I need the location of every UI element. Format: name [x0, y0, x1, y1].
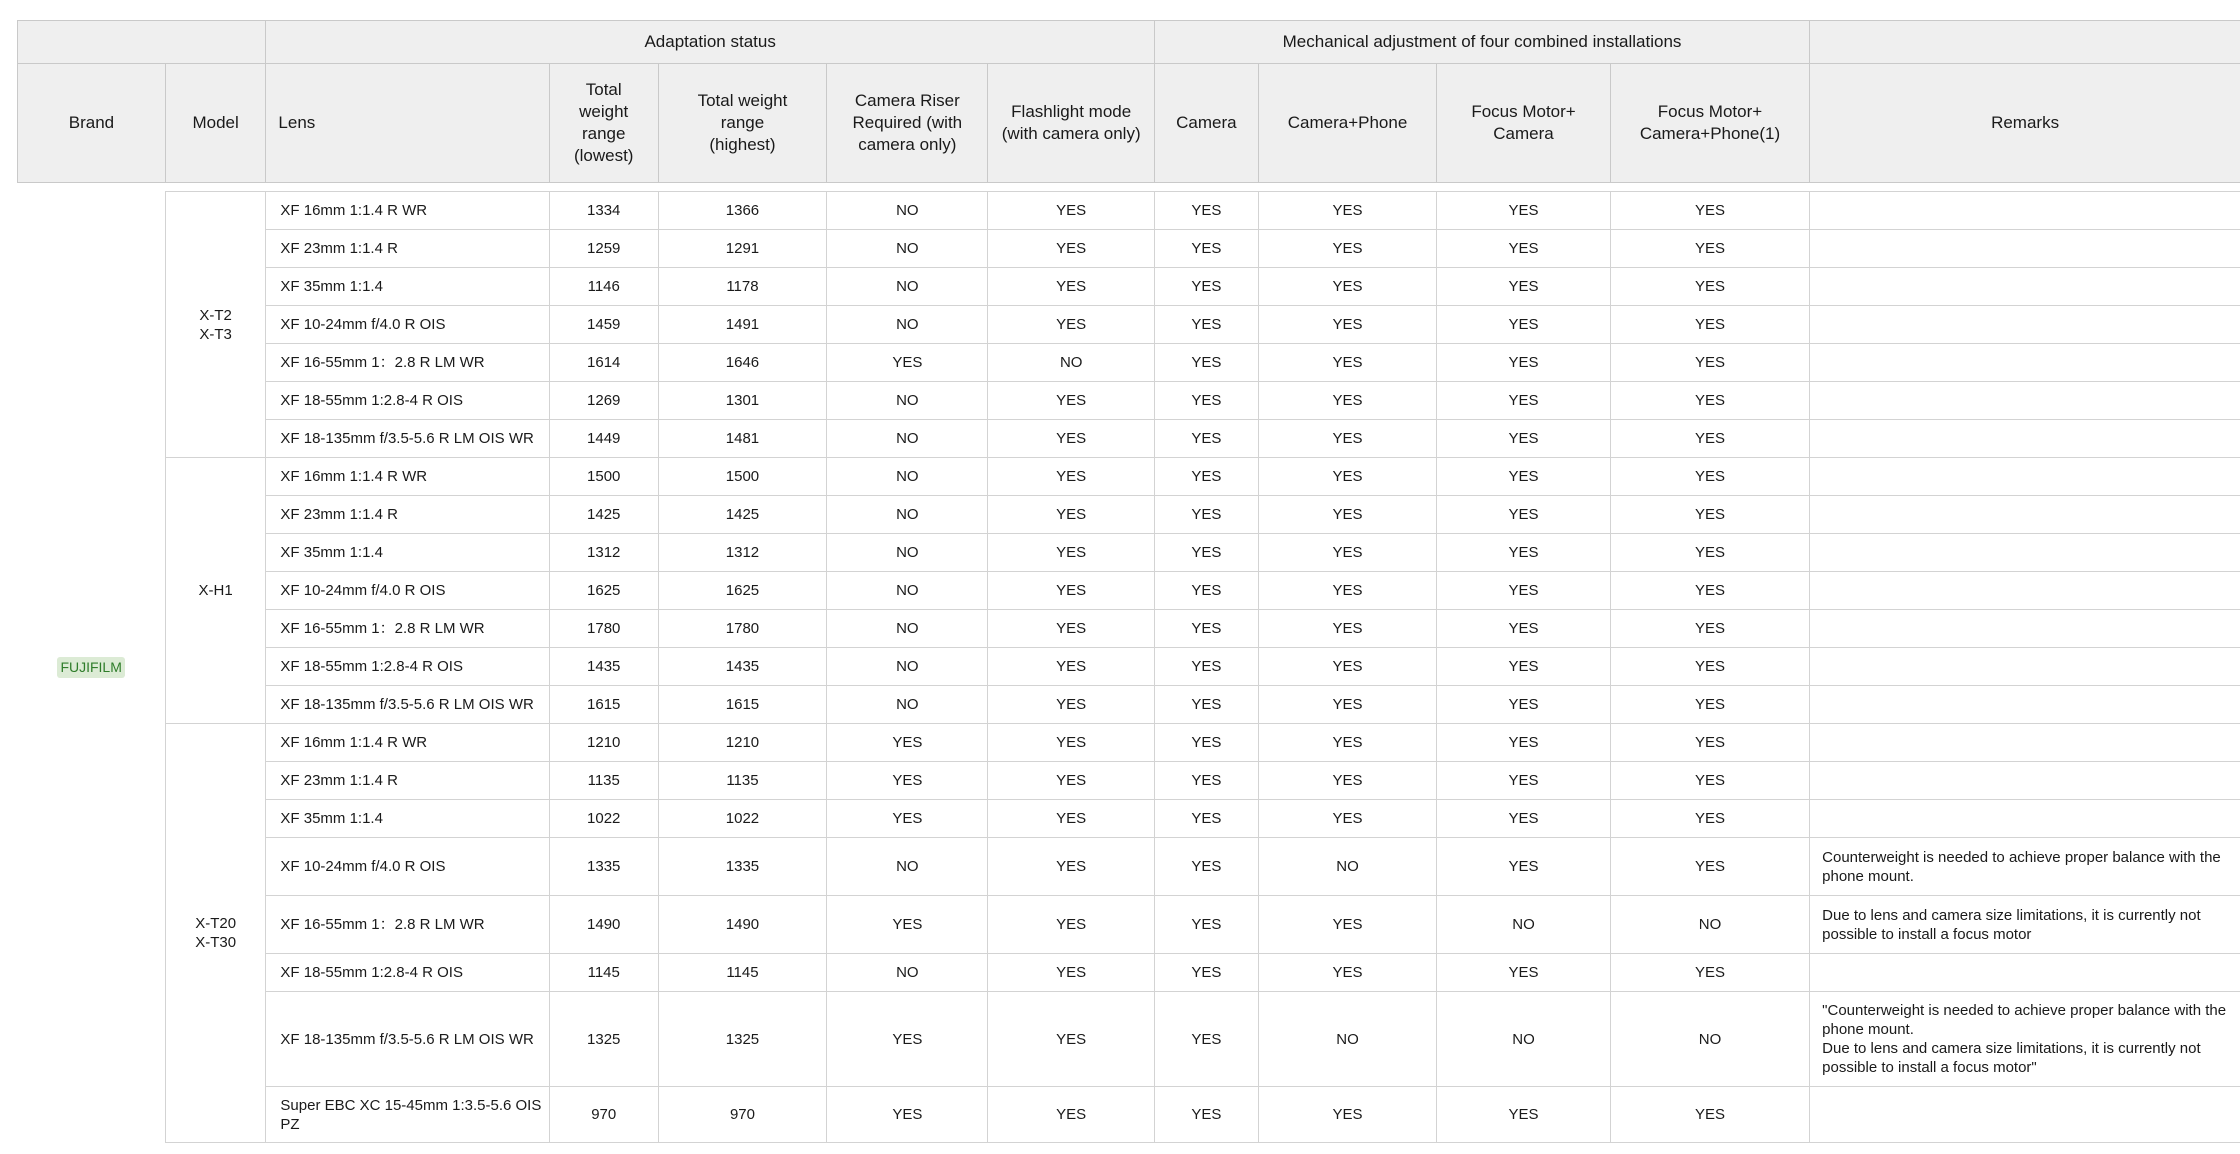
- remarks-cell: "Counterweight is needed to achieve proper balance with the phone mount. Due to lens and camera size limitations, it is currently not possible to install a focus motor": [1810, 992, 2240, 1087]
- motor-camera-phone-cell: YES: [1610, 648, 1809, 686]
- weight-low-cell: 1500: [549, 458, 658, 496]
- camera-cell: YES: [1154, 458, 1258, 496]
- remarks-cell: [1810, 724, 2240, 762]
- table-row: [18, 420, 2240, 458]
- lens-cell: XF 16-55mm 1：2.8 R LM WR: [266, 610, 549, 648]
- table-row: [18, 686, 2240, 724]
- camera-phone-cell: YES: [1258, 724, 1436, 762]
- weight-low-cell: 1146: [549, 268, 658, 306]
- riser-cell: NO: [827, 838, 988, 896]
- riser-cell: YES: [827, 800, 988, 838]
- riser-cell: NO: [827, 610, 988, 648]
- riser-cell: NO: [827, 648, 988, 686]
- motor-camera-cell: YES: [1437, 1087, 1611, 1143]
- camera-cell: YES: [1154, 1087, 1258, 1143]
- header-group-adaptation: Adaptation status: [266, 21, 1155, 64]
- col-header-model: Model: [165, 64, 266, 183]
- table-row: [18, 572, 2240, 610]
- weight-high-cell: 1366: [658, 192, 826, 230]
- weight-high-cell: 1625: [658, 572, 826, 610]
- motor-camera-phone-cell: YES: [1610, 610, 1809, 648]
- motor-camera-cell: NO: [1437, 992, 1611, 1087]
- weight-low-cell: 1459: [549, 306, 658, 344]
- motor-camera-cell: YES: [1437, 800, 1611, 838]
- lens-cell: XF 16mm 1:1.4 R WR: [266, 724, 549, 762]
- table-row: [18, 954, 2240, 992]
- table-row: [18, 992, 2240, 1087]
- weight-high-cell: 1022: [658, 800, 826, 838]
- remarks-cell: [1810, 648, 2240, 686]
- motor-camera-phone-cell: YES: [1610, 724, 1809, 762]
- remarks-cell: [1810, 1087, 2240, 1143]
- motor-camera-cell: YES: [1437, 648, 1611, 686]
- camera-cell: YES: [1154, 306, 1258, 344]
- motor-camera-cell: YES: [1437, 192, 1611, 230]
- motor-camera-cell: YES: [1437, 268, 1611, 306]
- flashlight-cell: YES: [988, 192, 1154, 230]
- flashlight-cell: YES: [988, 800, 1154, 838]
- camera-cell: YES: [1154, 534, 1258, 572]
- table-row: [18, 800, 2240, 838]
- weight-low-cell: 1490: [549, 896, 658, 954]
- motor-camera-phone-cell: YES: [1610, 838, 1809, 896]
- model-cell: X-T2 X-T3: [165, 192, 266, 458]
- motor-camera-phone-cell: YES: [1610, 306, 1809, 344]
- table-row: [18, 648, 2240, 686]
- flashlight-cell: YES: [988, 534, 1154, 572]
- model-cell: X-H1: [165, 458, 266, 724]
- camera-cell: YES: [1154, 724, 1258, 762]
- riser-cell: NO: [827, 230, 988, 268]
- weight-low-cell: 1145: [549, 954, 658, 992]
- weight-high-cell: 1301: [658, 382, 826, 420]
- camera-cell: YES: [1154, 344, 1258, 382]
- remarks-cell: [1810, 534, 2240, 572]
- weight-high-cell: 1135: [658, 762, 826, 800]
- lens-cell: XF 23mm 1:1.4 R: [266, 496, 549, 534]
- camera-phone-cell: YES: [1258, 896, 1436, 954]
- motor-camera-cell: YES: [1437, 838, 1611, 896]
- riser-cell: NO: [827, 420, 988, 458]
- camera-phone-cell: NO: [1258, 838, 1436, 896]
- flashlight-cell: YES: [988, 572, 1154, 610]
- flashlight-cell: YES: [988, 954, 1154, 992]
- camera-phone-cell: YES: [1258, 382, 1436, 420]
- flashlight-cell: YES: [988, 686, 1154, 724]
- remarks-cell: [1810, 800, 2240, 838]
- weight-high-cell: 1435: [658, 648, 826, 686]
- table-row: [18, 496, 2240, 534]
- motor-camera-phone-cell: YES: [1610, 230, 1809, 268]
- motor-camera-cell: YES: [1437, 610, 1611, 648]
- header-group-blank: [18, 21, 266, 64]
- motor-camera-phone-cell: YES: [1610, 686, 1809, 724]
- camera-phone-cell: NO: [1258, 992, 1436, 1087]
- lens-cell: XF 16-55mm 1：2.8 R LM WR: [266, 344, 549, 382]
- motor-camera-phone-cell: YES: [1610, 572, 1809, 610]
- model-cell: X-T20 X-T30: [165, 724, 266, 1143]
- weight-low-cell: 1425: [549, 496, 658, 534]
- remarks-cell: [1810, 496, 2240, 534]
- weight-low-cell: 1614: [549, 344, 658, 382]
- motor-camera-phone-cell: YES: [1610, 954, 1809, 992]
- lens-cell: XF 10-24mm f/4.0 R OIS: [266, 306, 549, 344]
- motor-camera-cell: YES: [1437, 382, 1611, 420]
- riser-cell: NO: [827, 306, 988, 344]
- riser-cell: YES: [827, 1087, 988, 1143]
- camera-cell: YES: [1154, 954, 1258, 992]
- flashlight-cell: YES: [988, 762, 1154, 800]
- lens-cell: XF 35mm 1:1.4: [266, 534, 549, 572]
- camera-phone-cell: YES: [1258, 230, 1436, 268]
- motor-camera-cell: YES: [1437, 572, 1611, 610]
- weight-high-cell: 1325: [658, 992, 826, 1087]
- table-row: [18, 610, 2240, 648]
- col-header-riser: Camera Riser Required (with camera only): [827, 64, 988, 183]
- flashlight-cell: YES: [988, 1087, 1154, 1143]
- table-row: [18, 306, 2240, 344]
- header-group-row: [18, 21, 2240, 64]
- flashlight-cell: YES: [988, 496, 1154, 534]
- remarks-cell: [1810, 610, 2240, 648]
- motor-camera-phone-cell: YES: [1610, 534, 1809, 572]
- remarks-cell: [1810, 420, 2240, 458]
- remarks-cell: [1810, 382, 2240, 420]
- table-body: [18, 192, 2240, 1143]
- weight-low-cell: 1269: [549, 382, 658, 420]
- flashlight-cell: YES: [988, 458, 1154, 496]
- weight-high-cell: 1210: [658, 724, 826, 762]
- camera-phone-cell: YES: [1258, 534, 1436, 572]
- motor-camera-phone-cell: NO: [1610, 992, 1809, 1087]
- riser-cell: NO: [827, 686, 988, 724]
- riser-cell: YES: [827, 896, 988, 954]
- weight-low-cell: 1210: [549, 724, 658, 762]
- camera-phone-cell: YES: [1258, 268, 1436, 306]
- camera-cell: YES: [1154, 268, 1258, 306]
- camera-cell: YES: [1154, 838, 1258, 896]
- camera-phone-cell: YES: [1258, 458, 1436, 496]
- motor-camera-phone-cell: YES: [1610, 420, 1809, 458]
- lens-cell: XF 35mm 1:1.4: [266, 800, 549, 838]
- weight-low-cell: 1780: [549, 610, 658, 648]
- weight-high-cell: 1490: [658, 896, 826, 954]
- riser-cell: NO: [827, 534, 988, 572]
- weight-low-cell: 1135: [549, 762, 658, 800]
- weight-high-cell: 1615: [658, 686, 826, 724]
- weight-low-cell: 1335: [549, 838, 658, 896]
- lens-cell: XF 18-55mm 1:2.8-4 R OIS: [266, 382, 549, 420]
- lens-cell: XF 16mm 1:1.4 R WR: [266, 458, 549, 496]
- col-header-lens: Lens: [266, 64, 549, 183]
- weight-low-cell: 1312: [549, 534, 658, 572]
- remarks-cell: [1810, 344, 2240, 382]
- motor-camera-cell: YES: [1437, 686, 1611, 724]
- remarks-cell: [1810, 306, 2240, 344]
- camera-cell: YES: [1154, 762, 1258, 800]
- col-header-motor-camera: Focus Motor+ Camera: [1437, 64, 1611, 183]
- weight-high-cell: 1335: [658, 838, 826, 896]
- table-row: [18, 382, 2240, 420]
- motor-camera-phone-cell: YES: [1610, 1087, 1809, 1143]
- col-header-weight-high: Total weight range (highest): [658, 64, 826, 183]
- camera-cell: YES: [1154, 686, 1258, 724]
- lens-cell: XF 10-24mm f/4.0 R OIS: [266, 838, 549, 896]
- camera-phone-cell: YES: [1258, 954, 1436, 992]
- weight-low-cell: 1259: [549, 230, 658, 268]
- camera-cell: YES: [1154, 382, 1258, 420]
- header-group-mechanical: Mechanical adjustment of four combined installations: [1154, 21, 1809, 64]
- motor-camera-cell: YES: [1437, 306, 1611, 344]
- lens-cell: XF 18-135mm f/3.5-5.6 R LM OIS WR: [266, 420, 549, 458]
- motor-camera-cell: YES: [1437, 724, 1611, 762]
- motor-camera-cell: YES: [1437, 496, 1611, 534]
- compatibility-table: [17, 20, 2240, 1143]
- table-row: [18, 230, 2240, 268]
- col-header-brand: Brand: [18, 64, 166, 183]
- riser-cell: NO: [827, 458, 988, 496]
- camera-phone-cell: YES: [1258, 610, 1436, 648]
- col-header-motor-camera-phone: Focus Motor+ Camera+Phone(1): [1610, 64, 1809, 183]
- lens-cell: Super EBC XC 15-45mm 1:3.5-5.6 OIS PZ: [266, 1087, 549, 1143]
- motor-camera-phone-cell: YES: [1610, 496, 1809, 534]
- flashlight-cell: YES: [988, 230, 1154, 268]
- flashlight-cell: YES: [988, 610, 1154, 648]
- lens-cell: XF 23mm 1:1.4 R: [266, 762, 549, 800]
- flashlight-cell: NO: [988, 344, 1154, 382]
- weight-high-cell: 1780: [658, 610, 826, 648]
- table-row: [18, 896, 2240, 954]
- camera-phone-cell: YES: [1258, 344, 1436, 382]
- camera-phone-cell: YES: [1258, 686, 1436, 724]
- col-header-flashlight: Flashlight mode (with camera only): [988, 64, 1154, 183]
- flashlight-cell: YES: [988, 648, 1154, 686]
- weight-low-cell: 1449: [549, 420, 658, 458]
- motor-camera-phone-cell: YES: [1610, 268, 1809, 306]
- flashlight-cell: YES: [988, 992, 1154, 1087]
- flashlight-cell: YES: [988, 268, 1154, 306]
- camera-phone-cell: YES: [1258, 1087, 1436, 1143]
- header-column-row: [18, 64, 2240, 183]
- weight-low-cell: 1615: [549, 686, 658, 724]
- motor-camera-cell: NO: [1437, 896, 1611, 954]
- table-row: [18, 534, 2240, 572]
- motor-camera-phone-cell: YES: [1610, 762, 1809, 800]
- weight-high-cell: 1291: [658, 230, 826, 268]
- weight-high-cell: 970: [658, 1087, 826, 1143]
- motor-camera-cell: YES: [1437, 762, 1611, 800]
- table-row: [18, 458, 2240, 496]
- col-header-remarks: Remarks: [1810, 64, 2240, 183]
- riser-cell: NO: [827, 572, 988, 610]
- brand-cell: [18, 192, 166, 1143]
- col-header-camera: Camera: [1154, 64, 1258, 183]
- camera-cell: YES: [1154, 648, 1258, 686]
- motor-camera-phone-cell: YES: [1610, 192, 1809, 230]
- motor-camera-phone-cell: YES: [1610, 344, 1809, 382]
- camera-cell: YES: [1154, 896, 1258, 954]
- camera-cell: YES: [1154, 610, 1258, 648]
- weight-low-cell: 1435: [549, 648, 658, 686]
- motor-camera-cell: YES: [1437, 954, 1611, 992]
- camera-cell: YES: [1154, 992, 1258, 1087]
- motor-camera-phone-cell: YES: [1610, 382, 1809, 420]
- motor-camera-cell: YES: [1437, 420, 1611, 458]
- lens-cell: XF 18-135mm f/3.5-5.6 R LM OIS WR: [266, 992, 549, 1087]
- camera-phone-cell: YES: [1258, 192, 1436, 230]
- table-row: [18, 762, 2240, 800]
- lens-cell: XF 23mm 1:1.4 R: [266, 230, 549, 268]
- camera-cell: YES: [1154, 230, 1258, 268]
- lens-cell: XF 16-55mm 1：2.8 R LM WR: [266, 896, 549, 954]
- lens-cell: XF 18-135mm f/3.5-5.6 R LM OIS WR: [266, 686, 549, 724]
- camera-phone-cell: YES: [1258, 648, 1436, 686]
- col-header-camera-phone: Camera+Phone: [1258, 64, 1436, 183]
- riser-cell: NO: [827, 496, 988, 534]
- table-row: [18, 838, 2240, 896]
- remarks-cell: [1810, 954, 2240, 992]
- lens-cell: XF 18-55mm 1:2.8-4 R OIS: [266, 648, 549, 686]
- weight-high-cell: 1646: [658, 344, 826, 382]
- camera-phone-cell: YES: [1258, 306, 1436, 344]
- flashlight-cell: YES: [988, 382, 1154, 420]
- table-row: [18, 192, 2240, 230]
- weight-high-cell: 1425: [658, 496, 826, 534]
- table-row: [18, 344, 2240, 382]
- motor-camera-phone-cell: YES: [1610, 800, 1809, 838]
- remarks-cell: [1810, 230, 2240, 268]
- flashlight-cell: YES: [988, 838, 1154, 896]
- brand-label: FUJIFILM: [57, 657, 124, 678]
- riser-cell: NO: [827, 954, 988, 992]
- remarks-cell: [1810, 686, 2240, 724]
- camera-cell: YES: [1154, 572, 1258, 610]
- flashlight-cell: YES: [988, 420, 1154, 458]
- lens-cell: XF 18-55mm 1:2.8-4 R OIS: [266, 954, 549, 992]
- remarks-cell: [1810, 458, 2240, 496]
- remarks-cell: [1810, 572, 2240, 610]
- camera-phone-cell: YES: [1258, 572, 1436, 610]
- lens-cell: XF 16mm 1:1.4 R WR: [266, 192, 549, 230]
- camera-cell: YES: [1154, 800, 1258, 838]
- weight-high-cell: 1481: [658, 420, 826, 458]
- weight-low-cell: 1022: [549, 800, 658, 838]
- remarks-cell: [1810, 268, 2240, 306]
- lens-cell: XF 10-24mm f/4.0 R OIS: [266, 572, 549, 610]
- motor-camera-cell: YES: [1437, 230, 1611, 268]
- riser-cell: NO: [827, 192, 988, 230]
- camera-phone-cell: YES: [1258, 420, 1436, 458]
- header-group-remarks-blank: [1810, 21, 2240, 64]
- motor-camera-cell: YES: [1437, 534, 1611, 572]
- remarks-cell: Counterweight is needed to achieve proper balance with the phone mount.: [1810, 838, 2240, 896]
- riser-cell: YES: [827, 992, 988, 1087]
- riser-cell: YES: [827, 762, 988, 800]
- remarks-cell: [1810, 762, 2240, 800]
- weight-high-cell: 1178: [658, 268, 826, 306]
- motor-camera-phone-cell: NO: [1610, 896, 1809, 954]
- table-row: [18, 1087, 2240, 1143]
- flashlight-cell: YES: [988, 896, 1154, 954]
- flashlight-cell: YES: [988, 724, 1154, 762]
- riser-cell: YES: [827, 724, 988, 762]
- table-row: [18, 724, 2240, 762]
- col-header-weight-low: Total weight range (lowest): [549, 64, 658, 183]
- weight-low-cell: 1325: [549, 992, 658, 1087]
- camera-cell: YES: [1154, 496, 1258, 534]
- lens-cell: XF 35mm 1:1.4: [266, 268, 549, 306]
- motor-camera-cell: YES: [1437, 344, 1611, 382]
- flashlight-cell: YES: [988, 306, 1154, 344]
- weight-low-cell: 1625: [549, 572, 658, 610]
- camera-cell: YES: [1154, 192, 1258, 230]
- weight-high-cell: 1145: [658, 954, 826, 992]
- weight-low-cell: 970: [549, 1087, 658, 1143]
- riser-cell: NO: [827, 268, 988, 306]
- remarks-cell: Due to lens and camera size limitations, it is currently not possible to install a focus motor: [1810, 896, 2240, 954]
- table-row: [18, 268, 2240, 306]
- weight-high-cell: 1500: [658, 458, 826, 496]
- weight-low-cell: 1334: [549, 192, 658, 230]
- motor-camera-phone-cell: YES: [1610, 458, 1809, 496]
- weight-high-cell: 1491: [658, 306, 826, 344]
- motor-camera-cell: YES: [1437, 458, 1611, 496]
- weight-high-cell: 1312: [658, 534, 826, 572]
- camera-phone-cell: YES: [1258, 800, 1436, 838]
- riser-cell: NO: [827, 382, 988, 420]
- riser-cell: YES: [827, 344, 988, 382]
- remarks-cell: [1810, 192, 2240, 230]
- camera-cell: YES: [1154, 420, 1258, 458]
- camera-phone-cell: YES: [1258, 762, 1436, 800]
- camera-phone-cell: YES: [1258, 496, 1436, 534]
